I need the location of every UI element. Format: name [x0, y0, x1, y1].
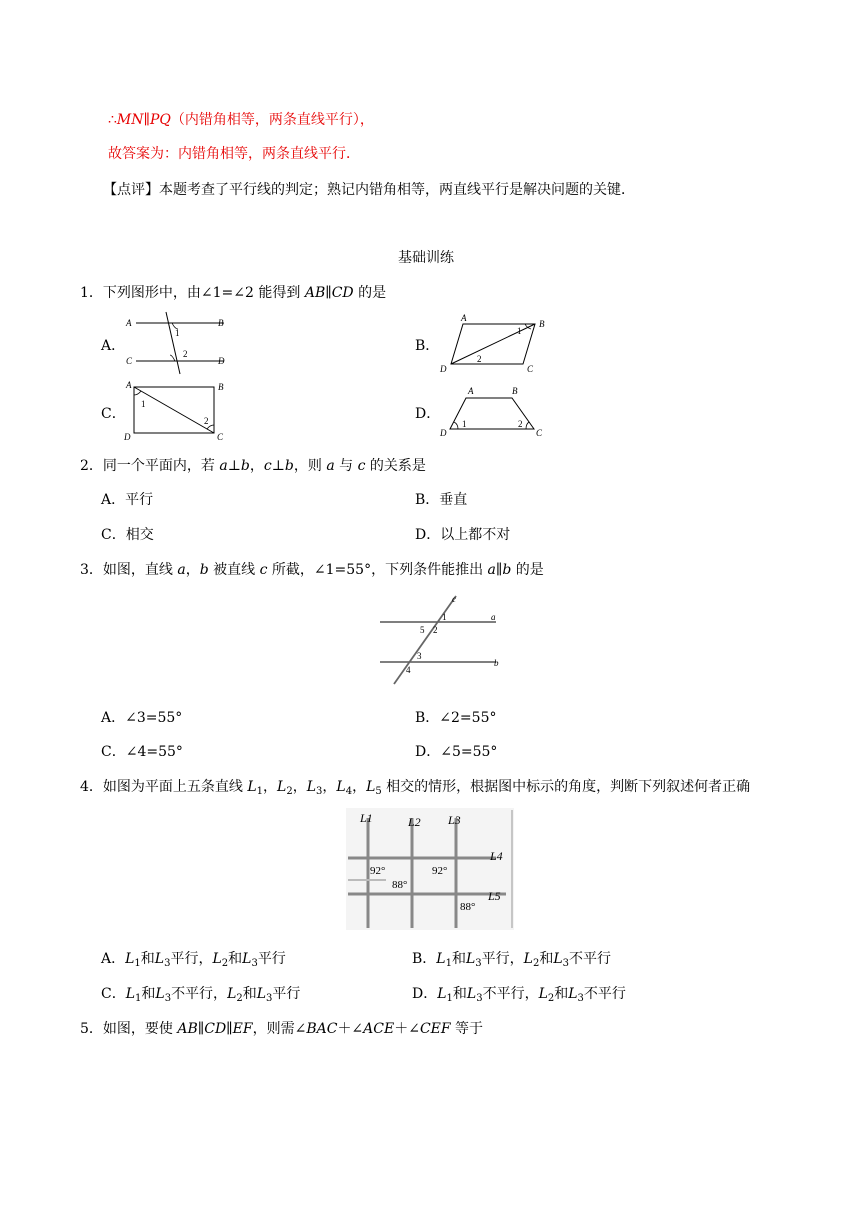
- fig-label: L3: [448, 813, 461, 827]
- q3-figure: [378, 592, 508, 688]
- q2-option-d[interactable]: D．以上都不对: [415, 527, 511, 543]
- section-title: 基础训练: [398, 250, 454, 266]
- fig-label: 1: [517, 326, 522, 336]
- fig-label: 1: [462, 419, 467, 429]
- fig-label: 1: [175, 328, 180, 338]
- fig-label: 2: [518, 419, 523, 429]
- fig-label: a: [491, 612, 496, 622]
- fig-label: 2: [433, 625, 438, 635]
- fig-label: C: [536, 428, 543, 438]
- q1-option-d[interactable]: D．: [415, 406, 441, 422]
- solution-line-1: ∴MN∥PQ（内错角相等，两条直线平行），: [108, 112, 374, 128]
- fig-label: C: [126, 356, 133, 366]
- fig-label: A: [126, 380, 132, 390]
- q2-option-c[interactable]: C．相交: [101, 527, 154, 543]
- comment-line: 【点评】本题考查了平行线的判定；熟记内错角相等，两直线平行是解决问题的关键．: [103, 182, 635, 198]
- fig-label: C: [217, 432, 224, 442]
- q3-option-d[interactable]: D．∠5=55°: [415, 744, 498, 760]
- q3-stem: 3．如图，直线 a，b 被直线 c 所截，∠1=55°，下列条件能推出 a∥b 的是: [80, 562, 544, 578]
- fig-label: 2: [477, 354, 482, 364]
- fig-label: C: [527, 364, 534, 374]
- q4-option-a[interactable]: A．$L_1$和$L_3$平行，$L_2$和$L_3$平行: [101, 951, 286, 969]
- fig-label: 88°: [460, 901, 476, 913]
- fig-label: A: [126, 318, 132, 328]
- q2-option-a[interactable]: A．平行: [101, 492, 154, 508]
- fig-label: A: [461, 313, 467, 323]
- fig-label: D: [440, 364, 447, 374]
- q4-figure: [346, 808, 514, 930]
- q1-figure-d: [438, 384, 548, 440]
- q1-option-b[interactable]: B．: [415, 338, 440, 354]
- fig-label: 3: [417, 651, 422, 661]
- fig-label: L5: [488, 889, 501, 903]
- fig-label: 88°: [392, 879, 408, 891]
- fig-label: 5: [420, 625, 425, 635]
- fig-label: 1: [442, 612, 447, 622]
- fig-label: 2: [183, 349, 188, 359]
- q1-stem: 1．下列图形中，由∠1=∠2 能得到 AB∥CD 的是: [80, 285, 387, 301]
- fig-label: b: [494, 658, 499, 668]
- fig-label: D: [218, 356, 225, 366]
- fig-label: 92°: [432, 865, 448, 877]
- fig-label: B: [218, 318, 224, 328]
- fig-label: B: [218, 382, 224, 392]
- q5-stem: 5．如图，要使 AB∥CD∥EF，则需∠BAC＋∠ACE＋∠CEF 等于: [80, 1021, 484, 1037]
- q1-option-c[interactable]: C．: [101, 406, 126, 422]
- q3-option-a[interactable]: A．∠3=55°: [101, 710, 183, 726]
- fig-label: 4: [406, 665, 411, 675]
- q4-stem: 4．如图为平面上五条直线 $L_1$，$L_2$，$L_3$，$L_4$，$L_5$ 相交的情形，根据图中标示的角度，判断下列叙述何者正确: [80, 779, 751, 797]
- fig-label: 92°: [370, 865, 386, 877]
- q4-option-b[interactable]: B．$L_1$和$L_3$平行，$L_2$和$L_3$不平行: [412, 951, 611, 969]
- q3-option-b[interactable]: B．∠2=55°: [415, 710, 497, 726]
- q4-option-d[interactable]: D．$L_1$和$L_3$不平行，$L_2$和$L_3$不平行: [412, 986, 626, 1004]
- fig-label: 2: [204, 416, 209, 426]
- fig-label: L4: [490, 849, 503, 863]
- fig-label: 1: [141, 399, 146, 409]
- q1-option-a[interactable]: A．: [101, 338, 126, 354]
- fig-label: A: [468, 386, 474, 396]
- q1-figure-c: [122, 380, 232, 442]
- fig-label: D: [440, 428, 447, 438]
- q2-option-b[interactable]: B．垂直: [415, 492, 468, 508]
- fig-label: L2: [408, 815, 421, 829]
- fig-label: D: [124, 432, 131, 442]
- q1-figure-b: [437, 312, 557, 376]
- fig-label: L1: [360, 811, 373, 825]
- q2-stem: 2．同一个平面内，若 a⊥b，c⊥b，则 a 与 c 的关系是: [80, 458, 426, 474]
- q1-figure-a: [120, 310, 240, 376]
- q3-option-c[interactable]: C．∠4=55°: [101, 744, 183, 760]
- solution-line-2: 故答案为：内错角相等，两条直线平行．: [108, 146, 360, 162]
- fig-label: B: [539, 319, 545, 329]
- q4-option-c[interactable]: C．$L_1$和$L_3$不平行，$L_2$和$L_3$平行: [101, 986, 301, 1004]
- fig-label: B: [512, 386, 518, 396]
- fig-label: c: [452, 594, 456, 604]
